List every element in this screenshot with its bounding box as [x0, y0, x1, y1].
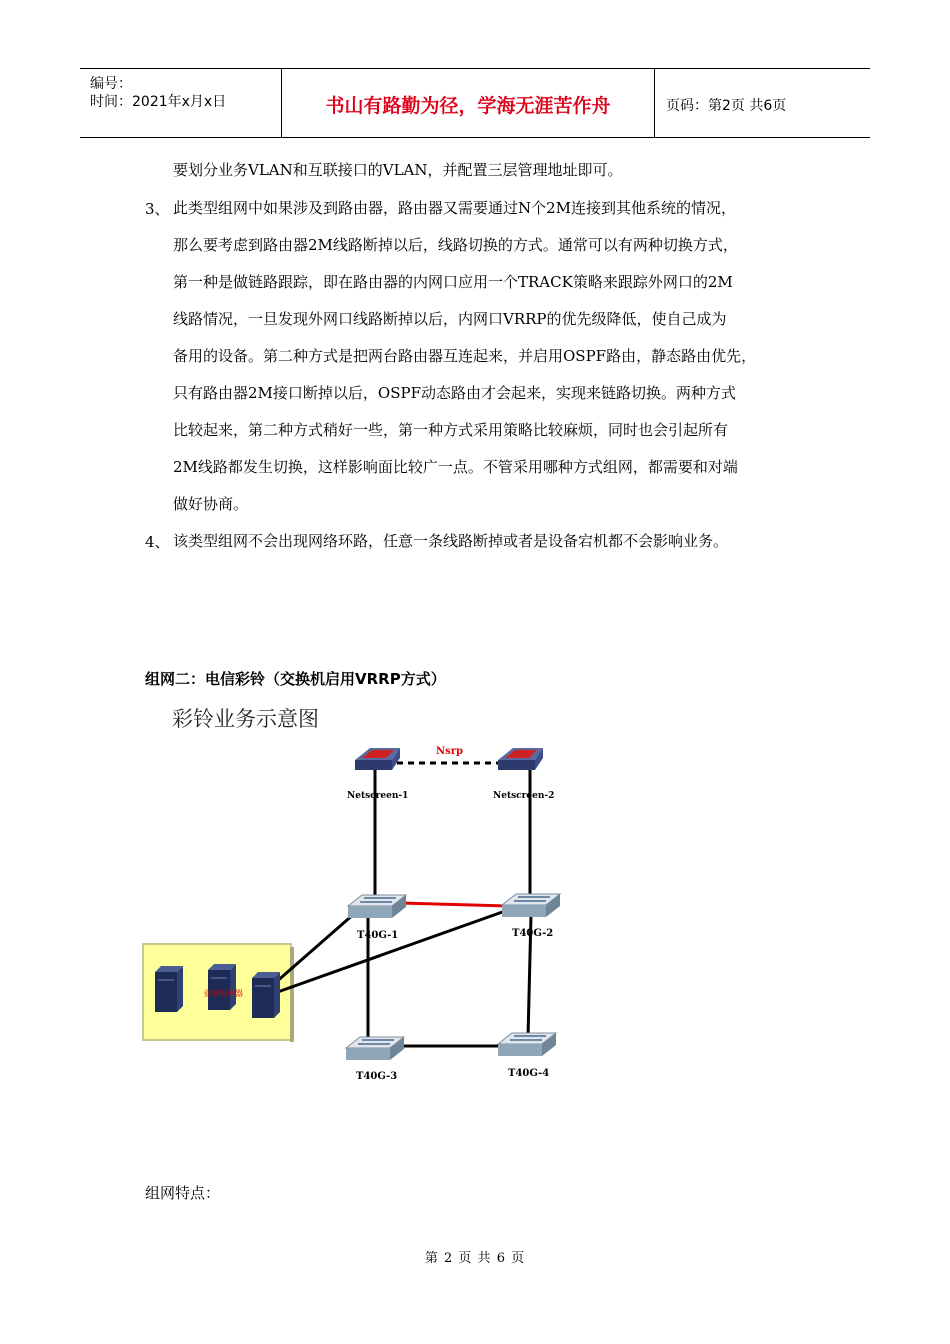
paragraph-line: 该类型组网不会出现网络环路，任意一条线路断掉或者是设备宕机都不会影响业务。 — [173, 532, 729, 550]
paragraph-line: 此类型组网中如果涉及到路由器，路由器又需要通过N个2M连接到其他系统的情况， — [173, 199, 737, 217]
motto: 书山有路勤为径，学海无涯苦作舟 — [325, 95, 611, 117]
item-number: 3、 — [145, 200, 170, 218]
paragraph-line: 线路情况，一旦发现外网口线路断掉以后，内网口VRRP的优先级降低，使自己成为 — [173, 310, 727, 328]
features-label: 组网特点： — [145, 1184, 221, 1202]
switch-icon — [348, 895, 406, 918]
paragraph-line: 第一种是做链路跟踪，即在路由器的内网口应用一个TRACK策略来跟踪外网口的2M — [173, 273, 733, 291]
server-icon — [155, 966, 183, 1012]
switch-icon — [346, 1037, 404, 1060]
code-label: 编号： — [90, 76, 132, 92]
switch1-label: T40G-1 — [357, 930, 399, 941]
link-server-sw2 — [272, 910, 508, 994]
item-number: 4、 — [145, 533, 170, 551]
paragraph-line: 要划分业务VLAN和互联接口的VLAN，并配置三层管理地址即可。 — [173, 161, 623, 179]
firewall1-label: Netscreen-1 — [347, 791, 409, 801]
switch-icon — [502, 894, 560, 917]
server-icon — [208, 964, 236, 1010]
paragraph-line: 那么要考虑到路由器2M线路断掉以后，线路切换的方式。通常可以有两种切换方式， — [173, 236, 738, 254]
diagram-title: 彩铃业务示意图 — [172, 707, 319, 731]
firewall-icon — [355, 748, 400, 770]
section-heading: 组网二：电信彩铃（交换机启用VRRP方式） — [145, 670, 446, 688]
switch2-label: T40G-2 — [512, 928, 554, 939]
switch4-label: T40G-4 — [508, 1068, 550, 1079]
date-label: 时间：2021年x月x日 — [90, 94, 227, 110]
switch3-label: T40G-3 — [356, 1071, 398, 1082]
switch-icon — [498, 1033, 556, 1056]
server-label: 业务服务器 — [203, 989, 243, 998]
paragraph-line: 比较起来，第二种方式稍好一些，第一种方式采用策略比较麻烦，同时也会引起所有 — [173, 421, 729, 439]
paragraph-line: 只有路由器2M接口断掉以后，OSPF动态路由才会起来，实现来链路切换。两种方式 — [173, 384, 736, 402]
paragraph-line: 备用的设备。第二种方式是把两台路由器互连起来，并启用OSPF路由，静态路由优先， — [173, 347, 757, 365]
server-icon — [252, 972, 280, 1018]
nsrp-label: Nsrp — [436, 746, 464, 757]
page-footer: 第 2 页 共 6 页 — [424, 1251, 526, 1266]
firewall-icon — [498, 748, 543, 770]
paragraph-line: 2M线路都发生切换，这样影响面比较广一点。不管采用哪种方式组网，都需要和对端 — [173, 458, 738, 476]
paragraph-line: 做好协商。 — [173, 495, 249, 513]
link-sw1-sw2 — [400, 903, 508, 906]
page-info: 页码：第2页 共6页 — [666, 98, 787, 114]
firewall2-label: Netscreen-2 — [493, 791, 555, 801]
